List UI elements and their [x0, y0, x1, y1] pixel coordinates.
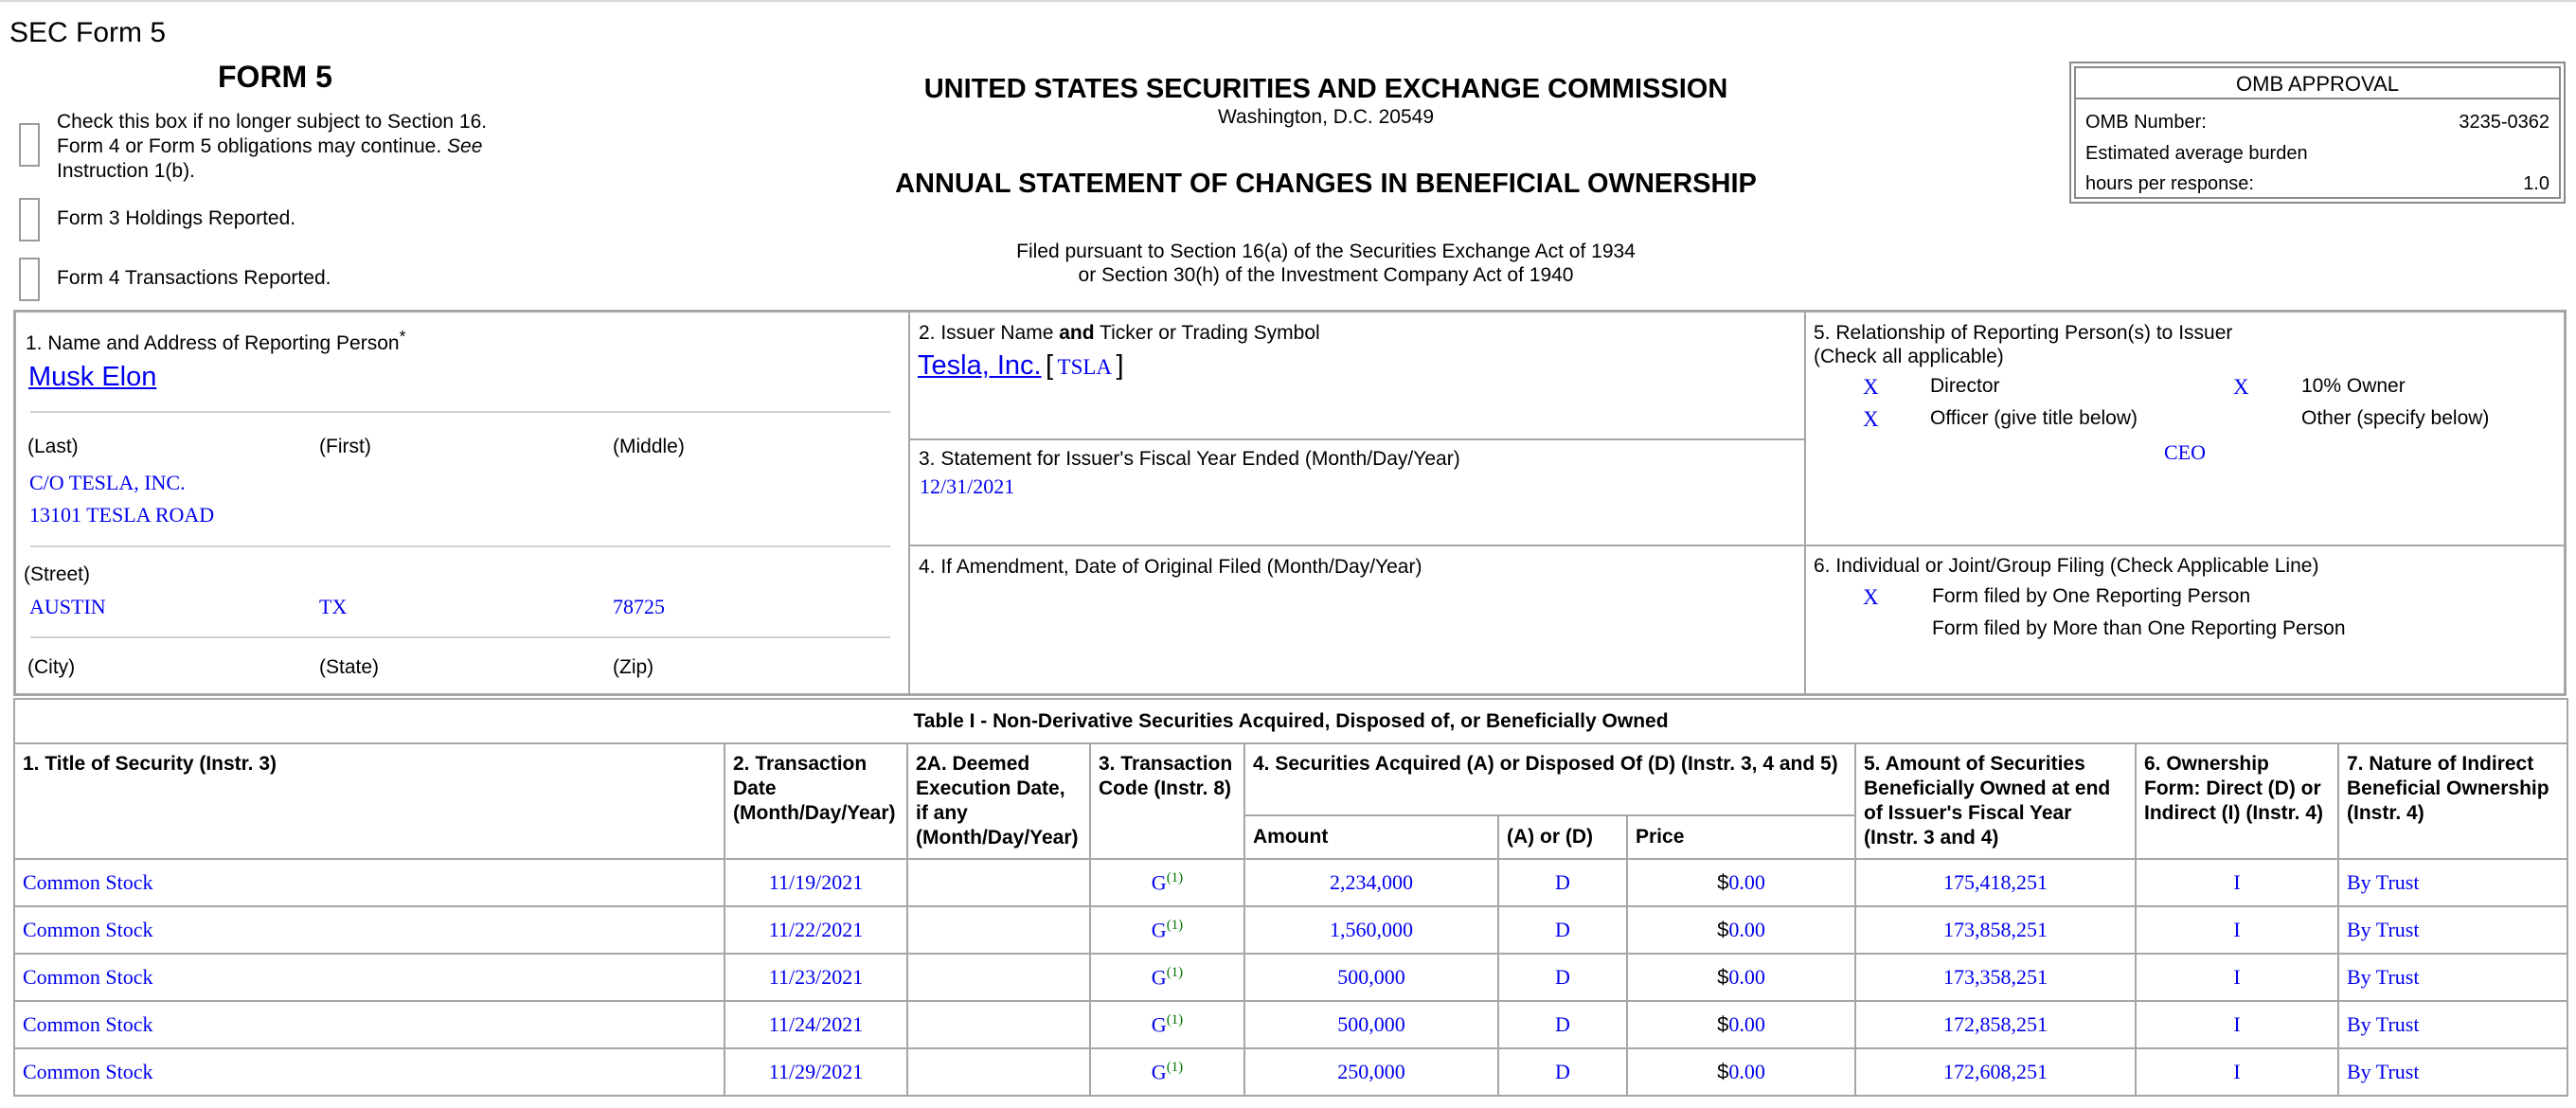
checkbox-1-line2a: Form 4 or Form 5 obligations may continue. — [57, 135, 442, 157]
city-value: AUSTIN — [29, 595, 106, 618]
street-label: (Street) — [24, 563, 91, 585]
header-price: Price — [1627, 815, 1855, 859]
city-separator — [30, 636, 890, 638]
header-ownership-form: 6. Ownership Form: Direct (D) or Indirect (I) (Instr. 4) — [2136, 743, 2338, 859]
issuer-name-link[interactable]: Tesla, Inc. — [918, 350, 1042, 381]
cell-nature: By Trust — [2338, 906, 2567, 954]
header-amount: Amount — [1244, 815, 1498, 859]
grid-hline-middle — [910, 545, 2564, 546]
director-label: Director — [1930, 375, 2000, 397]
last-label: (Last) — [27, 436, 79, 457]
grid-divider-2 — [1804, 313, 1806, 693]
relationship-label: 5. Relationship of Reporting Person(s) to Issuer — [1814, 322, 2233, 344]
cell-amount: 2,234,000 — [1244, 859, 1498, 906]
officer-title: CEO — [2164, 440, 2206, 464]
omb-title: OMB APPROVAL — [2076, 68, 2559, 99]
header-a-or-d: (A) or (D) — [1498, 815, 1627, 859]
address-line1: C/O TESLA, INC. — [29, 471, 186, 494]
omb-number-row — [2085, 112, 2549, 134]
cell-title: Common Stock — [14, 1048, 724, 1096]
cell-a-or-d: D — [1498, 1048, 1627, 1096]
cell-deemed-date — [907, 859, 1090, 906]
issuer-name-row — [918, 350, 1124, 382]
footnote-ref[interactable]: (1) — [1166, 917, 1184, 933]
state-label: (State) — [319, 656, 380, 678]
city-label: (City) — [27, 656, 76, 678]
omb-approval-box — [2069, 62, 2566, 204]
multiple-persons-label: Form filed by More than One Reporting Person — [1932, 617, 2346, 639]
statement-title: ANNUAL STATEMENT OF CHANGES IN BENEFICIAL OWNERSHIP — [895, 169, 1757, 199]
cell-a-or-d: D — [1498, 906, 1627, 954]
cell-deemed-date — [907, 1001, 1090, 1048]
issuer-label-b: Ticker or Trading Symbol — [1100, 322, 1320, 344]
ticker-symbol: TSLA — [1057, 355, 1113, 379]
table-row — [14, 906, 2567, 954]
cell-deemed-date — [907, 906, 1090, 954]
cell-price — [1627, 1048, 1855, 1096]
filed-pursuant-line1: Filed pursuant to Section 16(a) of the Securities Exchange Act of 1934 — [1016, 241, 1636, 262]
omb-inner — [2074, 66, 2561, 199]
agency-location: Washington, D.C. 20549 — [1217, 106, 1435, 128]
cell-date: 11/22/2021 — [724, 906, 907, 954]
header-deemed-execution-date: 2A. Deemed Execution Date, if any (Month/Day/Year) — [907, 743, 1090, 859]
price-currency: $ — [1717, 918, 1729, 941]
omb-burden-row — [2085, 173, 2549, 195]
cell-nature: By Trust — [2338, 859, 2567, 906]
cell-deemed-date — [907, 954, 1090, 1001]
checkbox-2-text: Form 3 Holdings Reported. — [57, 207, 296, 229]
officer-label: Officer (give title below) — [1930, 407, 2138, 429]
cell-a-or-d: D — [1498, 1001, 1627, 1048]
zip-label: (Zip) — [613, 656, 654, 678]
bracket-close: ] — [1116, 350, 1124, 381]
cell-price — [1627, 859, 1855, 906]
omb-number-label: OMB Number: — [2085, 112, 2207, 133]
cell-title: Common Stock — [14, 954, 724, 1001]
cell-ownership-form: I — [2136, 906, 2338, 954]
cell-ownership-form: I — [2136, 1001, 2338, 1048]
table-row — [14, 859, 2567, 906]
price-value: 0.00 — [1728, 918, 1765, 941]
cell-price — [1627, 954, 1855, 1001]
table-row — [14, 1001, 2567, 1048]
filing-type-label: 6. Individual or Joint/Group Filing (Check Applicable Line) — [1814, 555, 2319, 577]
cell-title: Common Stock — [14, 906, 724, 954]
price-currency: $ — [1717, 1060, 1729, 1083]
reporting-person-label-text: 1. Name and Address of Reporting Person — [26, 332, 400, 354]
cell-nature: By Trust — [2338, 1048, 2567, 1096]
transaction-code: G — [1151, 870, 1167, 895]
checkbox-1-see: See — [447, 135, 483, 157]
middle-label: (Middle) — [613, 436, 685, 457]
header-transaction-code: 3. Transaction Code (Instr. 8) — [1090, 743, 1244, 859]
fiscal-year-value: 12/31/2021 — [920, 474, 1015, 498]
form-name: FORM 5 — [218, 60, 332, 94]
asterisk: * — [399, 327, 406, 346]
cell-owned: 172,608,251 — [1855, 1048, 2136, 1096]
zip-value: 78725 — [613, 595, 665, 618]
reporting-person-label — [26, 327, 405, 355]
checkbox-1-line1: Check this box if no longer subject to Section 16. — [57, 111, 488, 133]
cell-owned: 172,858,251 — [1855, 1001, 2136, 1048]
table-non-derivative — [13, 698, 2568, 1097]
cell-amount: 1,560,000 — [1244, 906, 1498, 954]
cell-code — [1090, 859, 1244, 906]
cell-owned: 173,358,251 — [1855, 954, 2136, 1001]
cell-ownership-form: I — [2136, 954, 2338, 1001]
cell-nature: By Trust — [2338, 1001, 2567, 1048]
form4-transactions-checkbox[interactable] — [19, 258, 40, 301]
sec-form-title: SEC Form 5 — [9, 17, 167, 48]
state-value: TX — [319, 595, 348, 618]
omb-hours-value: 1.0 — [2523, 173, 2549, 194]
cell-code — [1090, 906, 1244, 954]
no-longer-subject-checkbox[interactable] — [19, 123, 40, 167]
header-securities-acquired: 4. Securities Acquired (A) or Disposed Of (D) (Instr. 3, 4 and 5) — [1244, 743, 1855, 815]
filed-pursuant-line2: or Section 30(h) of the Investment Company Act of 1940 — [1078, 264, 1574, 286]
price-value: 0.00 — [1728, 870, 1765, 894]
one-person-label: Form filed by One Reporting Person — [1932, 585, 2251, 607]
cell-code — [1090, 1048, 1244, 1096]
price-value: 0.00 — [1728, 1060, 1765, 1083]
issuer-label-and: and — [1059, 322, 1095, 344]
checkbox-1-line3: Instruction 1(b). — [57, 160, 195, 182]
checkbox-1-line2 — [57, 134, 487, 159]
header-amount-owned: 5. Amount of Securities Beneficially Owned at end of Issuer's Fiscal Year (Instr. 3 and 4) — [1855, 743, 2136, 859]
cell-owned: 175,418,251 — [1855, 859, 2136, 906]
cell-nature: By Trust — [2338, 954, 2567, 1001]
cell-date: 11/19/2021 — [724, 859, 907, 906]
first-label: (First) — [319, 436, 371, 457]
cell-ownership-form: I — [2136, 1048, 2338, 1096]
agency-title: UNITED STATES SECURITIES AND EXCHANGE COMMISSION — [923, 74, 1728, 104]
transaction-code: G — [1151, 1060, 1167, 1084]
cell-deemed-date — [907, 1048, 1090, 1096]
reporting-person-name-link[interactable]: Musk Elon — [28, 362, 157, 392]
director-check-mark[interactable]: X — [1863, 375, 1879, 399]
omb-number-value: 3235-0362 — [2459, 112, 2549, 133]
price-currency: $ — [1717, 965, 1729, 989]
header-title-of-security: 1. Title of Security (Instr. 3) — [14, 743, 724, 859]
cell-price — [1627, 906, 1855, 954]
cell-a-or-d: D — [1498, 859, 1627, 906]
price-value: 0.00 — [1728, 1012, 1765, 1036]
transaction-code: G — [1151, 965, 1167, 990]
omb-hours-label: hours per response: — [2085, 173, 2254, 194]
ten-pct-owner-check-mark[interactable]: X — [2233, 375, 2249, 399]
issuer-label-a: 2. Issuer Name — [919, 322, 1054, 344]
cell-amount: 500,000 — [1244, 954, 1498, 1001]
table-body — [14, 859, 2567, 1096]
amendment-label: 4. If Amendment, Date of Original Filed (Month/Day/Year) — [919, 556, 1422, 578]
price-currency: $ — [1717, 1012, 1729, 1036]
cell-code — [1090, 954, 1244, 1001]
bracket-open: [ — [1046, 350, 1054, 381]
header-nature-of-ownership: 7. Nature of Indirect Beneficial Ownership (Instr. 4) — [2338, 743, 2567, 859]
address-line2: 13101 TESLA ROAD — [29, 503, 215, 527]
table-caption: Table I - Non-Derivative Securities Acquired, Disposed of, or Beneficially Owned — [14, 699, 2567, 743]
address-separator — [30, 545, 890, 547]
footnote-ref[interactable]: (1) — [1166, 1011, 1184, 1028]
footnote-ref[interactable]: (1) — [1166, 964, 1184, 980]
reporting-info-grid — [13, 310, 2567, 696]
cell-code — [1090, 1001, 1244, 1048]
grid-hline-issuer — [910, 438, 1804, 440]
cell-owned: 173,858,251 — [1855, 906, 2136, 954]
checkbox-3-text: Form 4 Transactions Reported. — [57, 267, 331, 289]
form3-holdings-checkbox[interactable] — [19, 198, 40, 241]
cell-ownership-form: I — [2136, 859, 2338, 906]
cell-date: 11/29/2021 — [724, 1048, 907, 1096]
transaction-code: G — [1151, 1012, 1167, 1037]
fiscal-year-label: 3. Statement for Issuer's Fiscal Year Ended (Month/Day/Year) — [919, 448, 1460, 470]
officer-check-mark[interactable]: X — [1863, 407, 1879, 431]
footnote-ref[interactable]: (1) — [1166, 1059, 1184, 1075]
cell-a-or-d: D — [1498, 954, 1627, 1001]
relationship-sublabel: (Check all applicable) — [1814, 346, 2004, 367]
cell-date: 11/23/2021 — [724, 954, 907, 1001]
one-person-check-mark[interactable]: X — [1863, 585, 1879, 609]
checkbox-1-text — [57, 110, 487, 184]
name-separator — [30, 411, 890, 413]
table-row — [14, 1048, 2567, 1096]
transaction-code: G — [1151, 918, 1167, 942]
cell-title: Common Stock — [14, 1001, 724, 1048]
footnote-ref[interactable]: (1) — [1166, 869, 1184, 885]
price-value: 0.00 — [1728, 965, 1765, 989]
cell-amount: 500,000 — [1244, 1001, 1498, 1048]
grid-divider-1 — [908, 313, 910, 693]
ten-pct-owner-label: 10% Owner — [2301, 375, 2406, 397]
header-transaction-date: 2. Transaction Date (Month/Day/Year) — [724, 743, 907, 859]
cell-amount: 250,000 — [1244, 1048, 1498, 1096]
table-row — [14, 954, 2567, 1001]
cell-price — [1627, 1001, 1855, 1048]
price-currency: $ — [1717, 870, 1729, 894]
omb-burden-label: Estimated average burden — [2085, 143, 2308, 164]
cell-date: 11/24/2021 — [724, 1001, 907, 1048]
cell-title: Common Stock — [14, 859, 724, 906]
issuer-label — [919, 322, 1320, 345]
top-divider — [0, 0, 2576, 2]
other-label: Other (specify below) — [2301, 407, 2490, 429]
